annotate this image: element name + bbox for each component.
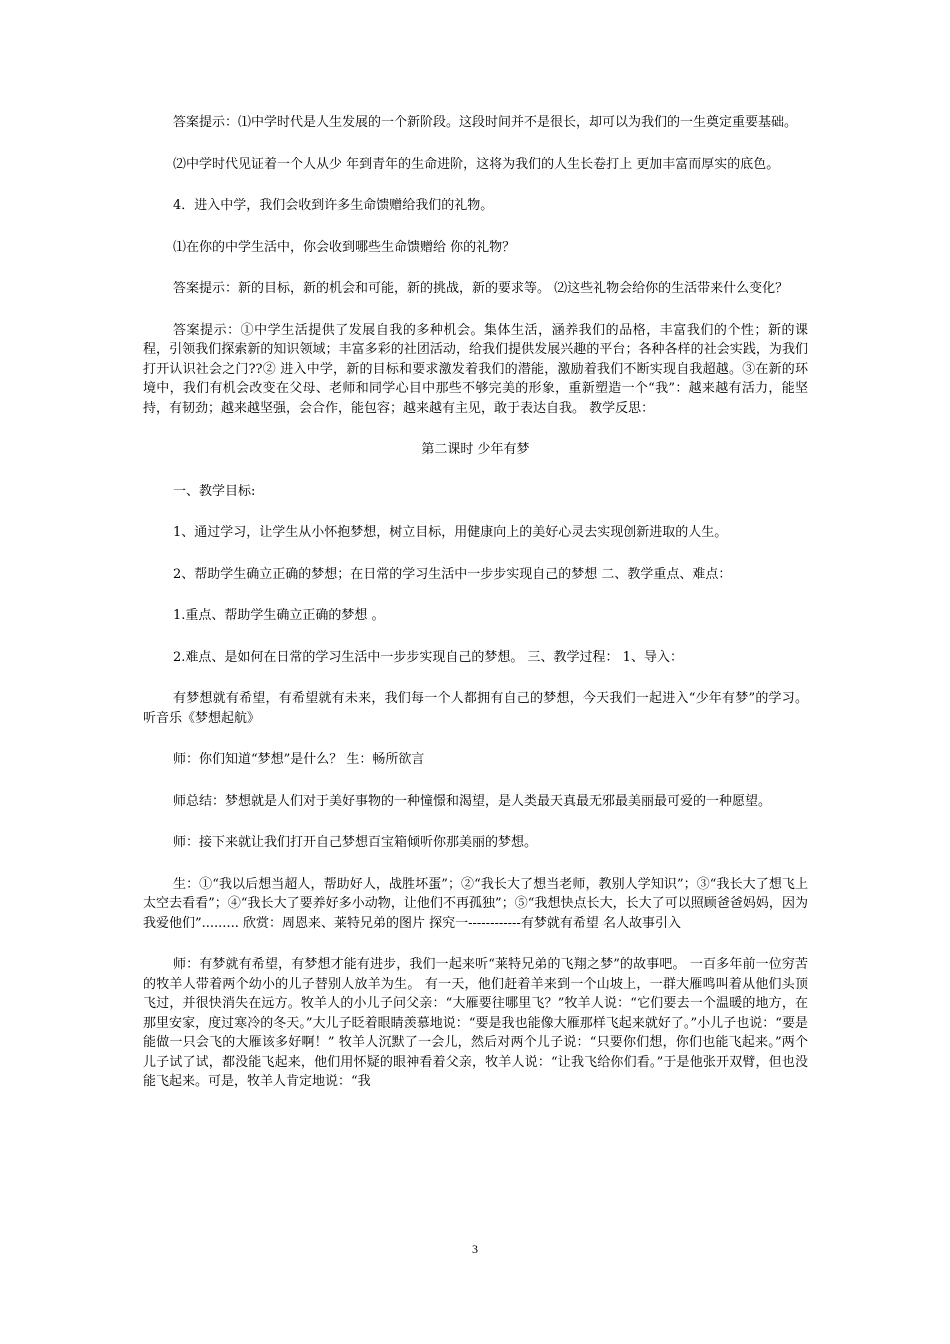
answer-hint-changes: 答案提示：①中学生活提供了发展自我的多种机会。集体生活，涵养我们的品格，丰富我们的个性；新的课程，引领我们探索新的知识领域；丰富多彩的社团活动，给我们提供发展兴趣的平台；各种各样的社会实践，为我们打开认识社会之门??② 进入中学，新的目标和要求激发着我们的潜能，激励着我们不断实现自我超越。③在新的环境中，我们有机会改变在父母、老师和同学心目中那些不够完美的形象，重新塑造一个“我”：越来越有活力，能坚持，有韧劲；越来越坚强，会合作，能包容；越来越有主见，敢于表达自我。 教学反思： [143, 322, 808, 416]
teacher-summary: 师总结：梦想就是人们对于美好事物的一种憧憬和渴望，是人类最天真最无邪最美丽最可爱的一种愿望。 [173, 793, 772, 809]
key-point: 1.重点、帮助学生确立正确的梦想 。 [173, 608, 385, 623]
dialogue-what-is-dream: 师：你们知道“梦想”是什么？ 生：畅所欲言 [173, 752, 425, 767]
answer-hint-gifts: 答案提示：新的目标，新的机会和可能，新的挑战，新的要求等。 ⑵这些礼物会给你的生活带来什么变化？ [173, 281, 789, 296]
goal-2: 2、帮助学生确立正确的梦想；在日常的学习生活中一步步实现自己的梦想 二、教学重点、难点： [173, 566, 732, 582]
introduction-paragraph: 有梦想就有希望，有希望就有未来，我们每一个人都拥有自己的梦想，今天我们一起进入“少年有梦”的学习。 听音乐《梦想起航》 [143, 691, 808, 726]
difficult-point: 2.难点、是如何在日常的学习生活中一步步实现自己的梦想。 三、教学过程： 1、导入： [173, 649, 683, 665]
lesson-title: 第二课时 少年有梦 [421, 442, 530, 457]
question-4-part-1: ⑴在你的中学生活中，你会收到哪些生命馈赠给 你的礼物？ [173, 239, 516, 255]
document-body [143, 113, 808, 1114]
question-4: 4．进入中学，我们会收到许多生命馈赠给我们的礼物。 [173, 198, 494, 213]
student-dreams: 生：①“我以后想当超人，帮助好人，战胜坏蛋”；②“我长大了想当老师，教别人学知识”；③“我长大了想飞上太空去看看”；④“我长大了要养好多小动物，让他们不再孤独”；⑤“我想快点长大，长大了可以照顾爸爸妈妈，因为我爱他们”......... 欣赏：周恩来、莱特兄弟的图片 探究一------------有梦就有希望 名人故事引入 [143, 876, 808, 931]
section-teaching-goals: 一、教学目标: [173, 483, 256, 499]
wright-brothers-story: 师：有梦就有希望，有梦想才能有进步，我们一起来听“莱特兄弟的飞翔之梦”的故事吧。 一百多年前一位穷苦的牧羊人带着两个幼小的儿子替别人放羊为生。 有一天，他们赶着羊来到一个山坡上，一群大雁鸣叫着从他们头顶飞过，并很快消失在远方。牧羊人的小儿子问父亲：“大雁要往哪里飞？”牧羊人说：“它们要去一个温暖的地方，在那里安家，度过寒冷的冬天。”大儿子眨着眼睛羡慕地说：“要是我也能像大雁那样飞起来就好了。”小儿子也说：“要是能做一只会飞的大雁该多好啊！” 牧羊人沉默了一会儿，然后对两个儿子说：“只要你们想，你们也能飞起来。”两个儿子试了试，都没能飞起来，他们用怀疑的眼神看着父亲，牧羊人说：“让我飞给你们看。”于是他张开双臂，但也没能飞起来。可是，牧羊人肯定地说：“我 [143, 957, 808, 1089]
page-number: 3 [472, 1242, 478, 1256]
goal-1: 1、通过学习，让学生从小怀抱梦想，树立目标，用健康向上的美好心灵去实现创新进取的人生。 [173, 525, 728, 540]
answer-hint-paragraph: 答案提示：⑴中学时代是人生发展的一个新阶段。这段时间并不是很长，却可以为我们的一生奠定重要基础。 [173, 115, 798, 130]
answer-hint-continuation: ⑵中学时代见证着一个人从少 年到青年的生命进阶，这将为我们的人生长卷打上 更加丰富而厚实的底色。 [173, 156, 780, 172]
dream-treasure-box: 师：接下来就让我们打开自己梦想百宝箱倾听你那美丽的梦想。 [173, 835, 538, 850]
